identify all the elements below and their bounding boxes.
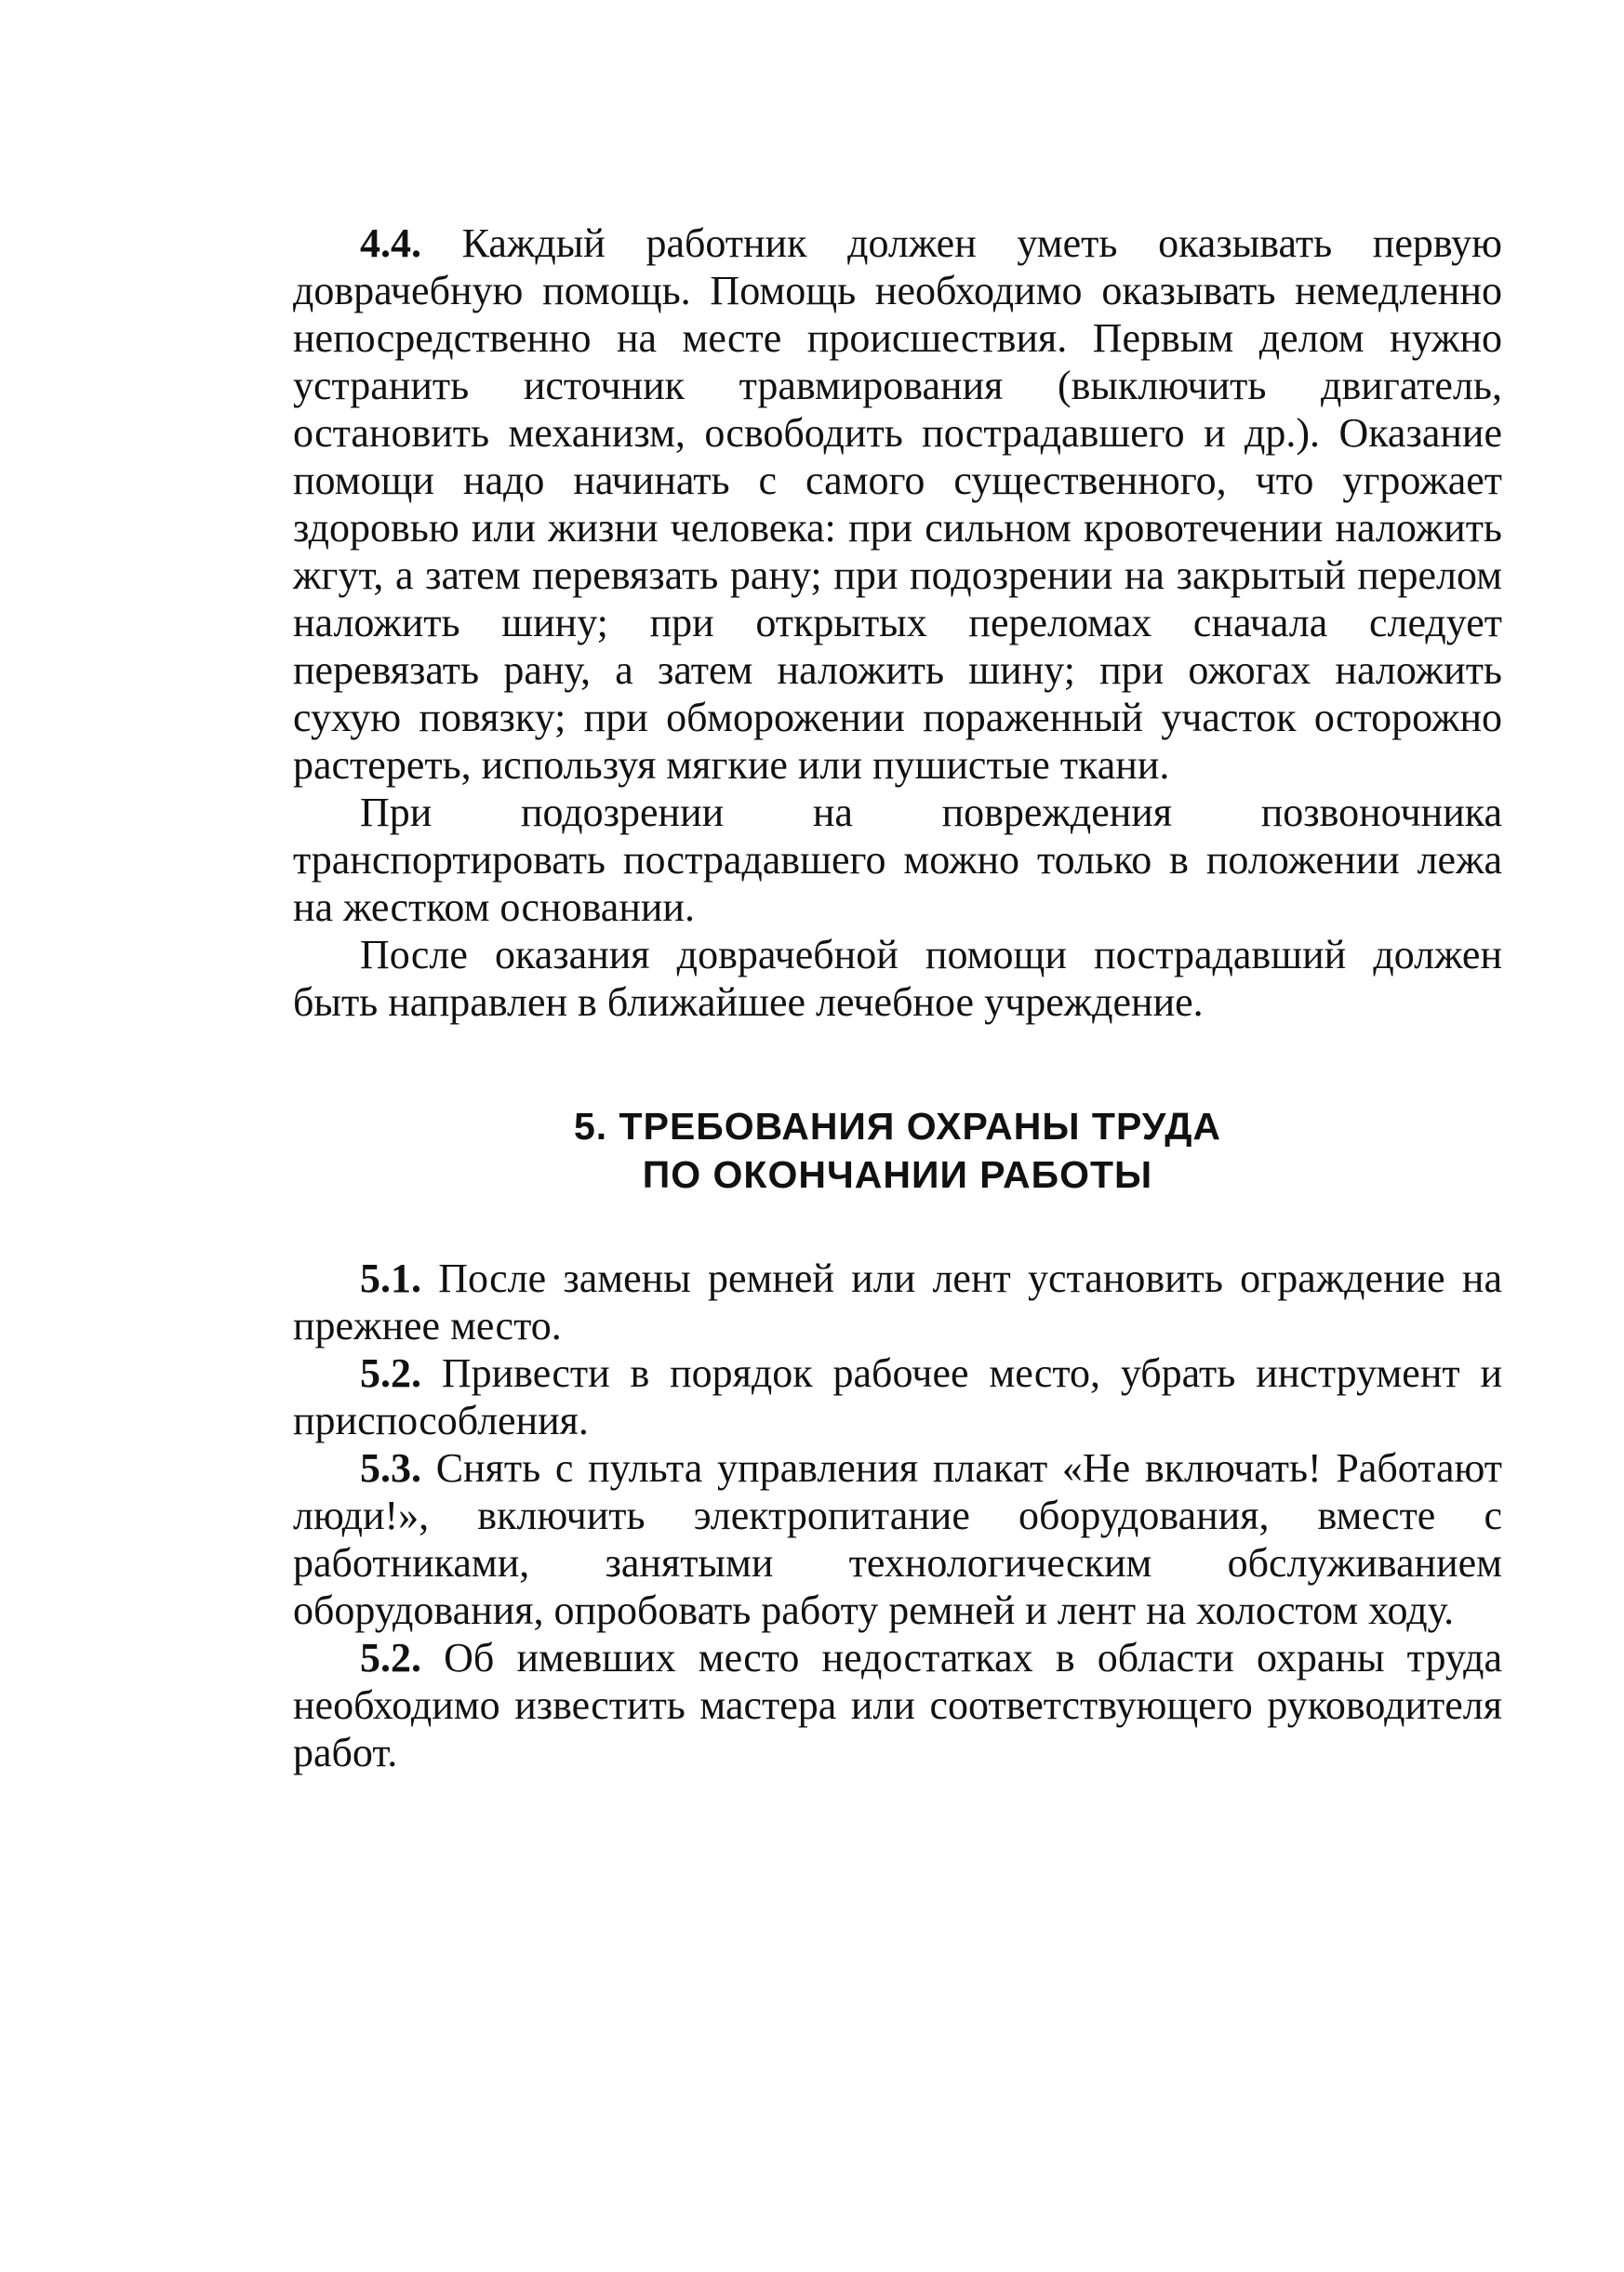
- paragraph-spine-injury: [293, 789, 1502, 931]
- paragraph-5-1: [293, 1255, 1502, 1349]
- heading-line-2: ПО ОКОНЧАНИИ РАБОТЫ: [642, 1153, 1153, 1196]
- paragraph-text: После замены ремней или лент установить ограждение на прежнее место.: [293, 1256, 1503, 1349]
- heading-line-1: 5. ТРЕБОВАНИЯ ОХРАНЫ ТРУДА: [573, 1105, 1222, 1148]
- paragraph-4-4: [293, 219, 1502, 789]
- clause-number: 5.1.: [360, 1256, 421, 1301]
- paragraph-text: Снять с пульта управления плакат «Не включать! Работают люди!», включить электропитание оборудования, вместе с работниками, занятыми технологическим обслуживанием оборудования, опробовать работу ремней и лент на холостом ходу.: [293, 1445, 1502, 1633]
- paragraph-after-first-aid: [293, 931, 1502, 1026]
- paragraph-5-4: [293, 1634, 1502, 1776]
- clause-number: 5.3.: [360, 1445, 421, 1491]
- paragraph-5-3: [293, 1444, 1502, 1634]
- paragraph-text: При подозрении на повреждения позвоночника транспортировать пострадавшего можно только в положении лежа на жестком основании.: [293, 790, 1502, 930]
- clause-number: 5.2.: [360, 1635, 421, 1681]
- paragraph-text: Привести в порядок рабочее место, убрать инструмент и приспособления.: [293, 1350, 1502, 1443]
- document-page: [293, 219, 1502, 1776]
- paragraph-text: Каждый работник должен уметь оказывать первую доврачебную помощь. Помощь необходимо оказывать немедленно непосредственно на месте происшествия. Первым делом нужно устранить источник травмирования (выключить двигатель, остановить механизм, освободить пострадавшего и др.). Оказание помощи надо начинать с самого существенного, что угрожает здоровью или жизни человека: при сильном кровотечении наложить жгут, а затем перевязать рану; при подозрении на закрытый перелом наложить шину; при открытых переломах сначала следует перевязать рану, а затем наложить шину; при ожогах наложить сухую повязку; при обморожении пораженный участок осторожно растереть, используя мягкие или пушистые ткани.: [293, 220, 1502, 788]
- paragraph-5-2: [293, 1349, 1502, 1444]
- paragraph-text: После оказания доврачебной помощи пострадавший должен быть направлен в ближайшее лечебное учреждение.: [293, 932, 1502, 1025]
- paragraph-text: Об имевших место недостатках в области охраны труда необходимо известить мастера или соответствующего руководителя работ.: [293, 1635, 1503, 1775]
- section-5-heading: [293, 1102, 1502, 1199]
- clause-number: 5.2.: [360, 1350, 421, 1396]
- clause-number: 4.4.: [360, 220, 421, 266]
